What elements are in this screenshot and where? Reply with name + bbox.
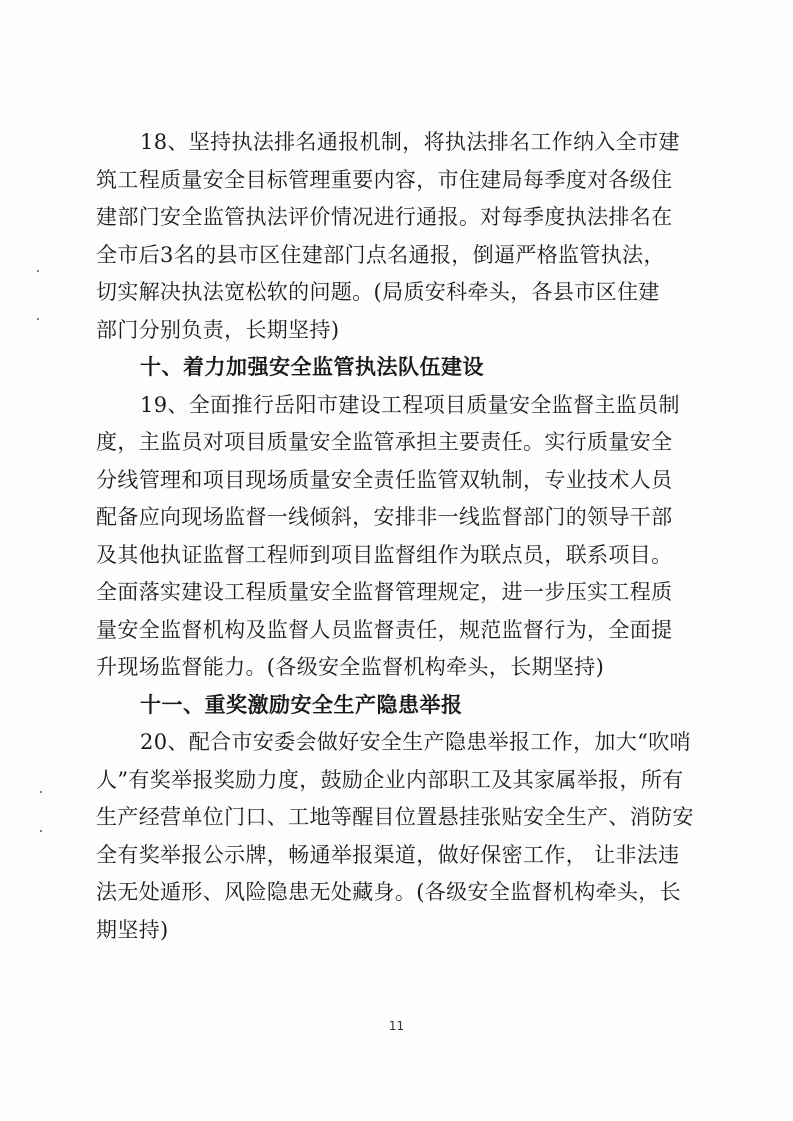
- paragraph-line: 升现场监督能力。(各级安全监督机构牵头，长期坚持): [96, 655, 605, 679]
- paragraph-line: 全有奖举报公示牌，畅通举报渠道，做好保密工作， 让非法违: [96, 842, 680, 867]
- scan-speck: [40, 830, 42, 832]
- scan-speck: [37, 318, 39, 320]
- paragraph-line: 生产经营单位门口、工地等醒目位置悬挂张贴安全生产、消防安: [96, 805, 694, 829]
- paragraph-18: [96, 124, 694, 349]
- paragraph-line: 切实解决执法宽松软的问题。(局质安科牵头，各县市区住建: [96, 280, 660, 304]
- scan-speck: [37, 270, 39, 272]
- paragraph-line: 20、配合市安委会做好安全生产隐患举报工作，加大“吹哨: [140, 730, 691, 754]
- paragraph-19: [96, 387, 694, 687]
- paragraph-line: 部门分别负责，长期坚持): [96, 317, 340, 342]
- paragraph-line: 筑工程质量安全目标管理重要内容，市住建局每季度对各级住: [96, 167, 673, 192]
- page-number: 11: [388, 1019, 405, 1033]
- paragraph-line: 法无处遁形、风险隐患无处藏身。(各级安全监督机构牵头，长: [96, 880, 681, 904]
- scan-speck: [40, 791, 42, 793]
- paragraph-line: 及其他执证监督工程师到项目监督组作为联点员，联系项目。: [96, 542, 673, 567]
- paragraph-line: 全面落实建设工程质量安全监督管理规定，进一步压实工程质: [96, 580, 673, 604]
- section-heading-11: 十一、重奖激励安全生产隐患举报: [140, 692, 463, 717]
- paragraph-20: [96, 724, 694, 949]
- paragraph-line: 建部门安全监管执法评价情况进行通报。对每季度执法排名在: [96, 205, 673, 229]
- paragraph-line: 期坚持): [96, 917, 169, 942]
- paragraph-line: 度，主监员对项目质量安全监管承担主要责任。实行质量安全: [96, 430, 673, 454]
- section-heading-10: 十、着力加强安全监管执法队伍建设: [140, 355, 484, 379]
- paragraph-line: 19、全面推行岳阳市建设工程项目质量安全监督主监员制: [140, 392, 680, 417]
- paragraph-line: 人”有奖举报奖励力度，鼓励企业内部职工及其家属举报，所有: [96, 767, 684, 792]
- paragraph-line: 18、坚持执法排名通报机制，将执法排名工作纳入全市建: [140, 130, 680, 154]
- paragraph-line: 分线管理和项目现场质量安全责任监管双轨制，专业技术人员: [96, 467, 673, 492]
- paragraph-line: 全市后3名的县市区住建部门点名通报，倒逼严格监管执法，: [96, 242, 665, 267]
- paragraph-line: 量安全监督机构及监督人员监督责任，规范监督行为，全面提: [96, 617, 673, 642]
- paragraph-line: 配备应向现场监督一线倾斜，安排非一线监督部门的领导干部: [96, 505, 673, 529]
- document-body: [96, 124, 694, 949]
